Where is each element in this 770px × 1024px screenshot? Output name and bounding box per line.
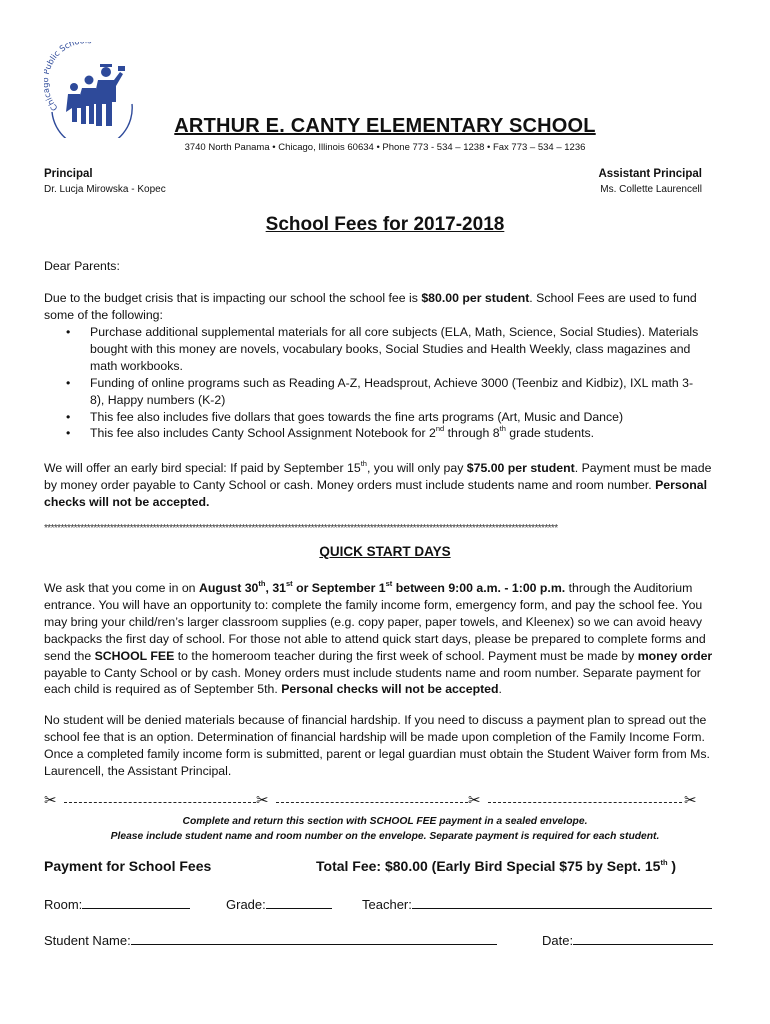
grade-field	[226, 896, 332, 912]
qs-school-fee: SCHOOL FEE	[94, 648, 175, 663]
qs-text-a: We ask that you come in on	[44, 581, 199, 595]
scissors-icon: ✂	[468, 792, 481, 809]
qs-sup2: st	[286, 579, 293, 588]
intro-fee-amount: $80.00 per student	[421, 291, 530, 305]
fee-uses-list	[66, 324, 706, 442]
payment-title: Payment for School Fees	[44, 858, 212, 874]
grade-label: Grade:	[226, 897, 266, 912]
early-bird-text-c: . Payment must be made by money order payable to Canty School or cash. Money orders must include students name and room number.	[44, 461, 712, 492]
bullet4-text-b: through 8	[444, 426, 500, 441]
total-fee-sup: th	[660, 858, 668, 867]
total-fee	[316, 858, 676, 874]
cut-dash	[64, 802, 256, 803]
star-divider: ************************************************************************************************************************************************************	[44, 523, 558, 534]
intro-paragraph	[44, 290, 724, 324]
room-blank[interactable]	[82, 896, 190, 909]
qs-text-end: .	[498, 682, 502, 697]
quick-start-title: QUICK START DAYS	[319, 544, 451, 559]
quick-start-paragraph	[44, 580, 724, 698]
total-fee-text-a: Total Fee: $80.00 (Early Bird Special $75 by Sept. 15	[316, 858, 661, 874]
cut-line	[44, 792, 704, 812]
teacher-blank[interactable]	[412, 896, 712, 909]
list-item	[66, 425, 706, 442]
list-item: • Funding of online programs such as Reading A-Z, Headsprout, Achieve 3000 (Teenbiz and Kidbiz), IXL math 3-8), Happy numbers (K-2)	[66, 375, 706, 409]
qs-text-c: to the homeroom teacher during the first week of school. Payment must be made by	[174, 648, 638, 663]
early-bird-text-a: We will offer an early bird special: If paid by September 15	[44, 461, 361, 475]
intro-text-b: . School Fees are used to fund some of the following:	[44, 291, 697, 322]
school-address: 3740 North Panama • Chicago, Illinois 60634 • Phone 773 - 534 – 1238 • Fax 773 – 534 – 1236	[184, 142, 586, 153]
qs-text-d: payable to Canty School or by cash. Money orders must include students name and room number. Separate payment for each child is required as of September 5th.	[44, 665, 701, 697]
qs-money-order: money order	[637, 648, 713, 663]
student-name-blank[interactable]	[131, 932, 497, 945]
principal-title: Principal	[44, 168, 93, 180]
room-field	[44, 896, 190, 912]
scissors-icon: ✂	[684, 792, 697, 809]
cut-dash	[488, 802, 682, 803]
qs-text-b: through the Auditorium entrance. You will have an opportunity to: complete the family income form, emergency form, and pay the school fee. You may bring your child/ren’s larger classroom supplies (e.g. copy paper, paper towels, and Kleenex) so we can avoid heavy backpacks the first day of school. For those not able to attend quick start days, please be prepared to complete forms and send the	[44, 581, 706, 663]
total-fee-text-b: )	[667, 858, 677, 874]
student-name-field	[44, 932, 497, 948]
qs-sup3: st	[385, 579, 393, 588]
early-bird-amount: $75.00 per student	[466, 461, 575, 475]
teacher-field	[362, 896, 712, 912]
school-name: ARTHUR E. CANTY ELEMENTARY SCHOOL	[174, 115, 596, 137]
fees-title: School Fees for 2017-2018	[265, 214, 505, 235]
qs-date1: August 30	[198, 581, 259, 595]
grade-blank[interactable]	[266, 896, 332, 909]
slip-instructions	[0, 814, 770, 844]
early-bird-paragraph	[44, 460, 724, 511]
qs-sup1: th	[258, 579, 266, 588]
cut-dash	[276, 802, 468, 803]
list-item: • Purchase additional supplemental materials for all core subjects (ELA, Math, Science, Social Studies). Materials bought with this money are novels, vocabulary books, Social Studies and Health Weekly, class magazines and math workbooks.	[66, 324, 706, 375]
principal-name: Dr. Lucja Mirowska - Kopec	[44, 184, 166, 195]
early-bird-no-checks: Personal checks will not be accepted.	[44, 477, 708, 509]
bullet4-text-a: This fee also includes Canty School Assignment Notebook for 2	[90, 426, 436, 441]
bullet4-sup-th: th	[499, 424, 506, 434]
room-label: Room:	[44, 897, 83, 912]
qs-no-checks: Personal checks will not be accepted	[281, 682, 499, 697]
bullet4-text-c: grade students.	[505, 426, 595, 441]
list-item: • This fee also includes five dollars that goes towards the fine arts programs (Art, Music and Dance)	[66, 409, 706, 426]
scissors-icon: ✂	[256, 792, 269, 809]
bullet4-sup-nd: nd	[435, 424, 445, 434]
slip-note-line1: Complete and return this section with SCHOOL FEE payment in a sealed envelope.	[182, 816, 588, 827]
qs-date3: or September 1	[292, 581, 386, 595]
assistant-principal-name: Ms. Collette Laurencell	[600, 184, 702, 195]
slip-note-line2: Please include student name and room number on the envelope. Separate payment is required for each student.	[110, 831, 660, 842]
date-field	[542, 932, 713, 948]
logo-ring-textpath: Chi blic Sch	[44, 42, 76, 114]
qs-time: between 9:00 a.m. - 1:00 p.m.	[392, 581, 566, 595]
student-name-label: Student Name:	[44, 933, 131, 948]
greeting: Dear Parents:	[44, 259, 120, 273]
early-bird-text-b: , you will only pay	[366, 461, 467, 475]
qs-date2: , 31	[265, 581, 286, 595]
assistant-principal-title: Assistant Principal	[598, 168, 702, 180]
teacher-label: Teacher:	[362, 897, 412, 912]
scissors-icon: ✂	[44, 792, 57, 809]
intro-text-a: Due to the budget crisis that is impacting our school the school fee is	[44, 291, 422, 305]
date-blank[interactable]	[573, 932, 713, 945]
hardship-paragraph: No student will be denied materials because of financial hardship. If you need to discuss a payment plan to spread out the school fee that is an option. Determination of financial hardship will be made upon completion of the Family Income Form. Once a completed family income form is submitted, parent or legal guardian must obtain the Student Waiver form from Ms. Laurencell, the Assistant Principal.	[44, 713, 710, 778]
date-label: Date:	[542, 933, 574, 948]
early-bird-sup: th	[360, 459, 367, 468]
